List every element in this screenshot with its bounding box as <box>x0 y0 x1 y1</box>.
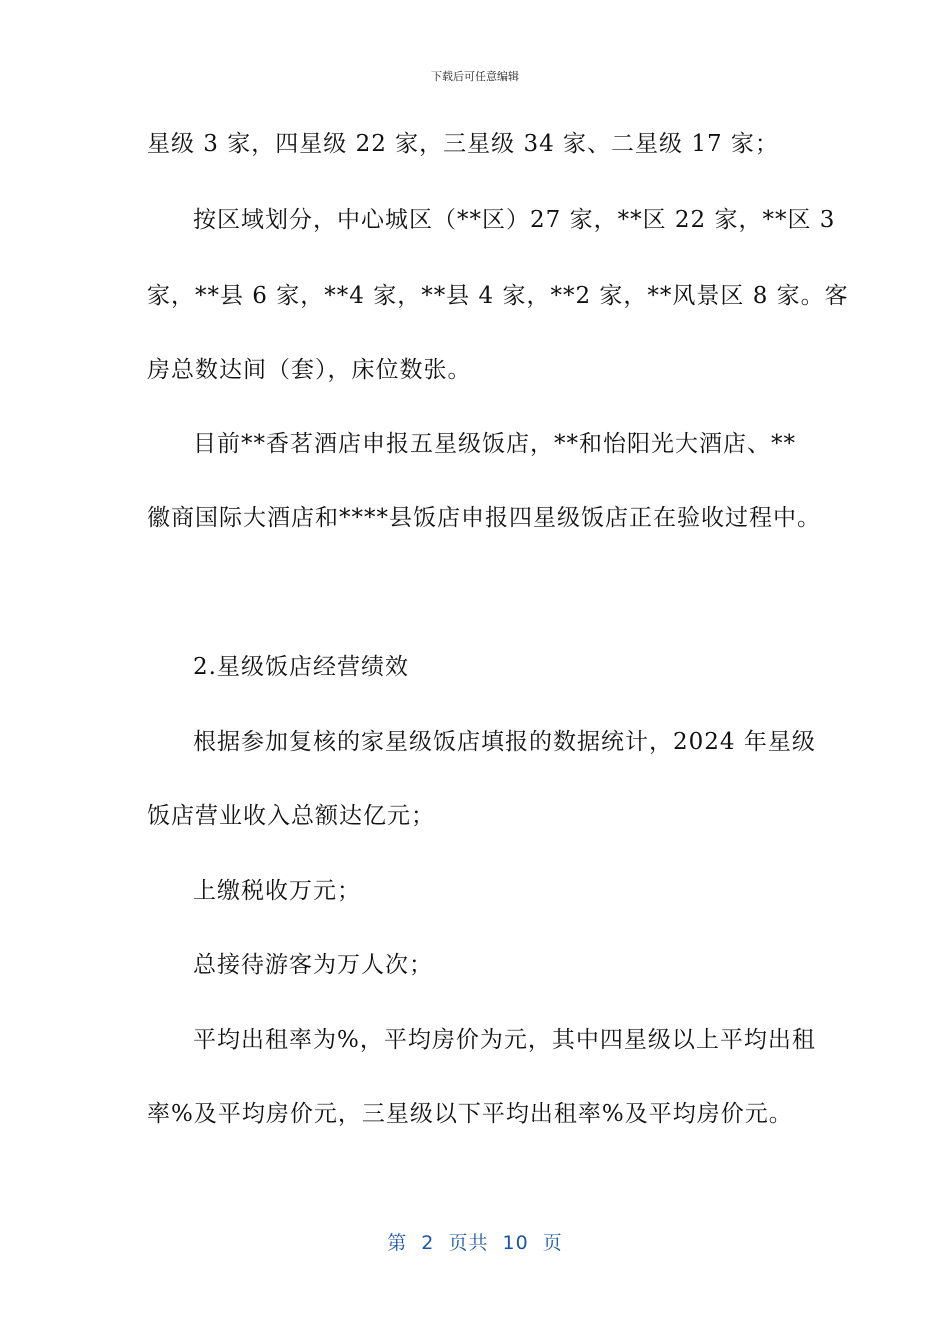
page-number: 第 2 页共 10 页 <box>387 1232 563 1254</box>
body-line: 房总数达间（套），床位数张。 <box>147 357 472 383</box>
body-line: 徽商国际大酒店和****县饭店申报四星级饭店正在验收过程中。 <box>147 505 821 531</box>
body-line: 平均出租率为%，平均房价为元，其中四星级以上平均出租 <box>193 1027 816 1053</box>
section-heading: 2.星级饭店经营绩效 <box>193 654 409 680</box>
body-line: 饭店营业收入总额达亿元； <box>147 803 435 829</box>
body-line: 率%及平均房价元，三星级以下平均出租率%及平均房价元。 <box>147 1101 793 1127</box>
body-line: 家，**县 6 家，**4 家，**县 4 家，**2 家，**风景区 8 家。客 <box>147 283 849 309</box>
body-line: 按区域划分，中心城区（**区）27 家，**区 22 家，**区 3 <box>193 207 836 233</box>
body-line: 上缴税收万元； <box>193 878 361 904</box>
body-line: 总接待游客为万人次； <box>193 952 433 978</box>
header-note: 下载后可任意编辑 <box>431 70 519 83</box>
body-line: 根据参加复核的家星级饭店填报的数据统计，2024 年星级 <box>193 729 816 755</box>
body-line: 星级 3 家，四星级 22 家，三星级 34 家、二星级 17 家； <box>147 131 779 157</box>
body-line: 目前**香茗酒店申报五星级饭店，**和怡阳光大酒店、** <box>193 431 796 457</box>
